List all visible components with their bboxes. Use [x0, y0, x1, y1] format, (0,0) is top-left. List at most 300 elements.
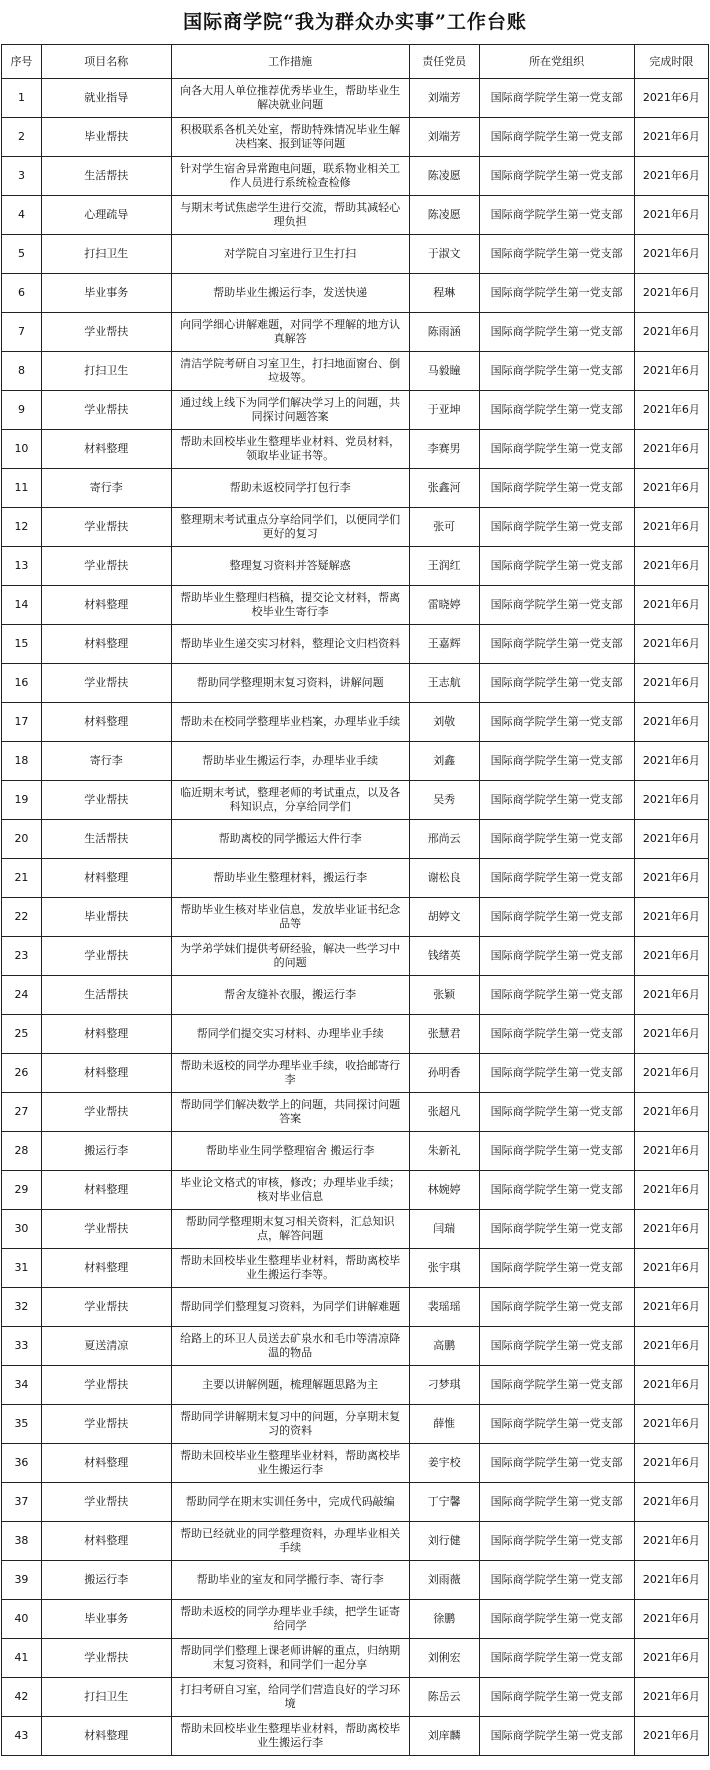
party-branch: 国际商学院学生第一党支部 — [479, 1015, 634, 1054]
deadline: 2021年6月 — [634, 1561, 708, 1600]
table-row — [2, 469, 709, 508]
project-name: 学业帮扶 — [41, 1093, 171, 1132]
row-index: 22 — [2, 898, 42, 937]
party-branch: 国际商学院学生第一党支部 — [479, 664, 634, 703]
table-row — [2, 1093, 709, 1132]
deadline: 2021年6月 — [634, 313, 708, 352]
deadline: 2021年6月 — [634, 937, 708, 976]
responsible-member: 刘行健 — [409, 1522, 479, 1561]
party-branch: 国际商学院学生第一党支部 — [479, 1444, 634, 1483]
project-name: 就业指导 — [41, 79, 171, 118]
party-branch: 国际商学院学生第一党支部 — [479, 196, 634, 235]
project-name: 学业帮扶 — [41, 391, 171, 430]
responsible-member: 于淑文 — [409, 235, 479, 274]
table-row — [2, 79, 709, 118]
header-project-name: 项目名称 — [41, 45, 171, 79]
party-branch: 国际商学院学生第一党支部 — [479, 1171, 634, 1210]
row-index: 30 — [2, 1210, 42, 1249]
row-index: 37 — [2, 1483, 42, 1522]
deadline: 2021年6月 — [634, 1093, 708, 1132]
party-branch: 国际商学院学生第一党支部 — [479, 1522, 634, 1561]
row-index: 8 — [2, 352, 42, 391]
party-branch: 国际商学院学生第一党支部 — [479, 1600, 634, 1639]
project-name: 搬运行李 — [41, 1561, 171, 1600]
deadline: 2021年6月 — [634, 1366, 708, 1405]
party-branch: 国际商学院学生第一党支部 — [479, 742, 634, 781]
table-row — [2, 547, 709, 586]
row-index: 4 — [2, 196, 42, 235]
work-measure: 帮助未回校毕业生整理毕业材料，帮助离校毕业生搬运行李 — [171, 1444, 409, 1483]
table-row — [2, 1015, 709, 1054]
responsible-member: 雷晓婷 — [409, 586, 479, 625]
responsible-member: 李赛男 — [409, 430, 479, 469]
row-index: 18 — [2, 742, 42, 781]
party-branch: 国际商学院学生第一党支部 — [479, 235, 634, 274]
table-row — [2, 1366, 709, 1405]
row-index: 13 — [2, 547, 42, 586]
table-row — [2, 898, 709, 937]
work-measure: 帮助毕业生递交实习材料，整理论文归档资料 — [171, 625, 409, 664]
work-measure: 针对学生宿舍异常跑电问题，联系物业相关工作人员进行系统检查检修 — [171, 157, 409, 196]
party-branch: 国际商学院学生第一党支部 — [479, 430, 634, 469]
table-row — [2, 1717, 709, 1756]
row-index: 5 — [2, 235, 42, 274]
table-row — [2, 976, 709, 1015]
project-name: 搬运行李 — [41, 1132, 171, 1171]
row-index: 41 — [2, 1639, 42, 1678]
responsible-member: 闫瑞 — [409, 1210, 479, 1249]
row-index: 20 — [2, 820, 42, 859]
responsible-member: 张鑫河 — [409, 469, 479, 508]
responsible-member: 刘庠麟 — [409, 1717, 479, 1756]
deadline: 2021年6月 — [634, 976, 708, 1015]
row-index: 14 — [2, 586, 42, 625]
project-name: 毕业帮扶 — [41, 118, 171, 157]
responsible-member: 张可 — [409, 508, 479, 547]
responsible-member: 高鹏 — [409, 1327, 479, 1366]
party-branch: 国际商学院学生第一党支部 — [479, 1561, 634, 1600]
row-index: 11 — [2, 469, 42, 508]
project-name: 打扫卫生 — [41, 1678, 171, 1717]
row-index: 23 — [2, 937, 42, 976]
party-branch: 国际商学院学生第一党支部 — [479, 1639, 634, 1678]
party-branch: 国际商学院学生第一党支部 — [479, 703, 634, 742]
table-row — [2, 820, 709, 859]
deadline: 2021年6月 — [634, 430, 708, 469]
project-name: 材料整理 — [41, 1249, 171, 1288]
party-branch: 国际商学院学生第一党支部 — [479, 820, 634, 859]
responsible-member: 孙明香 — [409, 1054, 479, 1093]
project-name: 材料整理 — [41, 1444, 171, 1483]
row-index: 17 — [2, 703, 42, 742]
work-measure: 帮助同学整理期末复习相关资料，汇总知识点，解答问题 — [171, 1210, 409, 1249]
deadline: 2021年6月 — [634, 547, 708, 586]
work-measure: 给路上的环卫人员送去矿泉水和毛巾等清凉降温的物品 — [171, 1327, 409, 1366]
table-row — [2, 1639, 709, 1678]
work-measure: 向各大用人单位推荐优秀毕业生，帮助毕业生解决就业问题 — [171, 79, 409, 118]
responsible-member: 吴秀 — [409, 781, 479, 820]
deadline: 2021年6月 — [634, 1405, 708, 1444]
project-name: 学业帮扶 — [41, 1210, 171, 1249]
project-name: 毕业帮扶 — [41, 898, 171, 937]
table-row — [2, 586, 709, 625]
row-index: 40 — [2, 1600, 42, 1639]
row-index: 39 — [2, 1561, 42, 1600]
table-row — [2, 1327, 709, 1366]
deadline: 2021年6月 — [634, 1639, 708, 1678]
work-measure: 帮助未在校同学整理毕业档案，办理毕业手续 — [171, 703, 409, 742]
work-measure: 通过线上线下为同学们解决学习上的问题，共同探讨问题答案 — [171, 391, 409, 430]
project-name: 材料整理 — [41, 586, 171, 625]
responsible-member: 裴瑶瑶 — [409, 1288, 479, 1327]
responsible-member: 谢松良 — [409, 859, 479, 898]
row-index: 9 — [2, 391, 42, 430]
work-measure: 帮助未返校的同学办理毕业手续，把学生证寄给同学 — [171, 1600, 409, 1639]
project-name: 生活帮扶 — [41, 157, 171, 196]
table-row — [2, 1561, 709, 1600]
table-row — [2, 703, 709, 742]
responsible-member: 刘端芳 — [409, 79, 479, 118]
project-name: 寄行李 — [41, 469, 171, 508]
work-measure: 帮助毕业生核对毕业信息，发放毕业证书纪念品等 — [171, 898, 409, 937]
row-index: 29 — [2, 1171, 42, 1210]
work-measure: 帮助未返校同学打包行李 — [171, 469, 409, 508]
header-measures: 工作措施 — [171, 45, 409, 79]
row-index: 38 — [2, 1522, 42, 1561]
party-branch: 国际商学院学生第一党支部 — [479, 547, 634, 586]
table-row — [2, 352, 709, 391]
work-measure: 帮助同学在期末实训任务中，完成代码敲编 — [171, 1483, 409, 1522]
work-measure: 积极联系各机关处室，帮助特殊情况毕业生解决档案、报到证等问题 — [171, 118, 409, 157]
table-row — [2, 1132, 709, 1171]
project-name: 学业帮扶 — [41, 1639, 171, 1678]
work-measure: 帮助毕业生整理归档稿，提交论文材料，帮离校毕业生寄行李 — [171, 586, 409, 625]
table-row — [2, 430, 709, 469]
party-branch: 国际商学院学生第一党支部 — [479, 469, 634, 508]
project-name: 学业帮扶 — [41, 1483, 171, 1522]
table-row — [2, 1444, 709, 1483]
deadline: 2021年6月 — [634, 1249, 708, 1288]
project-name: 学业帮扶 — [41, 313, 171, 352]
project-name: 学业帮扶 — [41, 1288, 171, 1327]
party-branch: 国际商学院学生第一党支部 — [479, 781, 634, 820]
row-index: 10 — [2, 430, 42, 469]
table-row — [2, 118, 709, 157]
project-name: 夏送清凉 — [41, 1327, 171, 1366]
party-branch: 国际商学院学生第一党支部 — [479, 118, 634, 157]
row-index: 12 — [2, 508, 42, 547]
work-measure: 帮助未返校的同学办理毕业手续，收拾邮寄行李 — [171, 1054, 409, 1093]
party-branch: 国际商学院学生第一党支部 — [479, 1249, 634, 1288]
responsible-member: 徐鹏 — [409, 1600, 479, 1639]
work-measure: 整理期末考试重点分享给同学们，以便同学们更好的复习 — [171, 508, 409, 547]
header-deadline: 完成时限 — [634, 45, 708, 79]
project-name: 材料整理 — [41, 625, 171, 664]
table-row — [2, 508, 709, 547]
work-measure: 为学弟学妹们提供考研经验，解决一些学习中的问题 — [171, 937, 409, 976]
row-index: 32 — [2, 1288, 42, 1327]
deadline: 2021年6月 — [634, 625, 708, 664]
deadline: 2021年6月 — [634, 196, 708, 235]
responsible-member: 刘雨薇 — [409, 1561, 479, 1600]
responsible-member: 陈凌愿 — [409, 157, 479, 196]
deadline: 2021年6月 — [634, 1288, 708, 1327]
party-branch: 国际商学院学生第一党支部 — [479, 625, 634, 664]
deadline: 2021年6月 — [634, 703, 708, 742]
responsible-member: 刘鑫 — [409, 742, 479, 781]
responsible-member: 张宇琪 — [409, 1249, 479, 1288]
work-measure: 帮助未回校毕业生整理毕业材料，帮助离校毕业生搬运行李 — [171, 1717, 409, 1756]
project-name: 学业帮扶 — [41, 508, 171, 547]
row-index: 19 — [2, 781, 42, 820]
project-name: 学业帮扶 — [41, 547, 171, 586]
project-name: 打扫卫生 — [41, 352, 171, 391]
party-branch: 国际商学院学生第一党支部 — [479, 1288, 634, 1327]
responsible-member: 陈岳云 — [409, 1678, 479, 1717]
project-name: 毕业事务 — [41, 1600, 171, 1639]
work-measure: 打扫考研自习室，给同学们营造良好的学习环境 — [171, 1678, 409, 1717]
responsible-member: 张慧君 — [409, 1015, 479, 1054]
deadline: 2021年6月 — [634, 1327, 708, 1366]
project-name: 材料整理 — [41, 859, 171, 898]
row-index: 16 — [2, 664, 42, 703]
deadline: 2021年6月 — [634, 79, 708, 118]
table-row — [2, 235, 709, 274]
responsible-member: 王志航 — [409, 664, 479, 703]
table-row — [2, 1171, 709, 1210]
table-row — [2, 781, 709, 820]
row-index: 21 — [2, 859, 42, 898]
work-measure: 帮助毕业生同学整理宿舍 搬运行李 — [171, 1132, 409, 1171]
work-measure: 帮助同学整理期末复习资料，讲解问题 — [171, 664, 409, 703]
document-title: 国际商学院“我为群众办实事”工作台账 — [183, 11, 527, 33]
project-name: 毕业事务 — [41, 274, 171, 313]
party-branch: 国际商学院学生第一党支部 — [479, 352, 634, 391]
project-name: 生活帮扶 — [41, 976, 171, 1015]
party-branch: 国际商学院学生第一党支部 — [479, 1054, 634, 1093]
deadline: 2021年6月 — [634, 1132, 708, 1171]
project-name: 学业帮扶 — [41, 1405, 171, 1444]
deadline: 2021年6月 — [634, 820, 708, 859]
row-index: 27 — [2, 1093, 42, 1132]
table-row — [2, 664, 709, 703]
work-measure: 帮同学们提交实习材料、办理毕业手续 — [171, 1015, 409, 1054]
responsible-member: 胡婷文 — [409, 898, 479, 937]
party-branch: 国际商学院学生第一党支部 — [479, 313, 634, 352]
party-branch: 国际商学院学生第一党支部 — [479, 976, 634, 1015]
deadline: 2021年6月 — [634, 1210, 708, 1249]
table-row — [2, 742, 709, 781]
party-branch: 国际商学院学生第一党支部 — [479, 391, 634, 430]
work-measure: 帮助毕业的室友和同学搬行李、寄行李 — [171, 1561, 409, 1600]
deadline: 2021年6月 — [634, 859, 708, 898]
party-branch: 国际商学院学生第一党支部 — [479, 586, 634, 625]
responsible-member: 姜宇校 — [409, 1444, 479, 1483]
deadline: 2021年6月 — [634, 898, 708, 937]
row-index: 26 — [2, 1054, 42, 1093]
project-name: 寄行李 — [41, 742, 171, 781]
deadline: 2021年6月 — [634, 1483, 708, 1522]
row-index: 31 — [2, 1249, 42, 1288]
work-measure: 帮助未回校毕业生整理毕业材料，帮助离校毕业生搬运行李等。 — [171, 1249, 409, 1288]
row-index: 36 — [2, 1444, 42, 1483]
deadline: 2021年6月 — [634, 118, 708, 157]
work-measure: 临近期末考试，整理老师的考试重点，以及各科知识点，分享给同学们 — [171, 781, 409, 820]
table-row — [2, 274, 709, 313]
deadline: 2021年6月 — [634, 235, 708, 274]
table-row — [2, 859, 709, 898]
table-row — [2, 1210, 709, 1249]
responsible-member: 程琳 — [409, 274, 479, 313]
table-row — [2, 937, 709, 976]
table-row — [2, 1678, 709, 1717]
project-name: 材料整理 — [41, 1717, 171, 1756]
responsible-member: 王嘉辉 — [409, 625, 479, 664]
deadline: 2021年6月 — [634, 1522, 708, 1561]
work-measure: 清洁学院考研自习室卫生，打扫地面窗台、倒垃圾等。 — [171, 352, 409, 391]
responsible-member: 陈雨涵 — [409, 313, 479, 352]
deadline: 2021年6月 — [634, 664, 708, 703]
deadline: 2021年6月 — [634, 742, 708, 781]
table-row — [2, 157, 709, 196]
table-row — [2, 1405, 709, 1444]
work-measure: 帮助同学讲解期末复习中的问题，分享期末复习的资料 — [171, 1405, 409, 1444]
party-branch: 国际商学院学生第一党支部 — [479, 1132, 634, 1171]
party-branch: 国际商学院学生第一党支部 — [479, 1210, 634, 1249]
table-row — [2, 1288, 709, 1327]
party-branch: 国际商学院学生第一党支部 — [479, 1327, 634, 1366]
work-measure: 帮助已经就业的同学整理资料，办理毕业相关手续 — [171, 1522, 409, 1561]
row-index: 43 — [2, 1717, 42, 1756]
responsible-member: 于亚坤 — [409, 391, 479, 430]
work-measure: 帮助离校的同学搬运大件行李 — [171, 820, 409, 859]
project-name: 生活帮扶 — [41, 820, 171, 859]
row-index: 3 — [2, 157, 42, 196]
party-branch: 国际商学院学生第一党支部 — [479, 937, 634, 976]
responsible-member: 钱绪英 — [409, 937, 479, 976]
table-row — [2, 313, 709, 352]
table-row — [2, 1483, 709, 1522]
project-name: 材料整理 — [41, 703, 171, 742]
work-measure: 向同学细心讲解难题，对同学不理解的地方认真解答 — [171, 313, 409, 352]
party-branch: 国际商学院学生第一党支部 — [479, 1678, 634, 1717]
work-measure: 帮助未回校毕业生整理毕业材料、党员材料，领取毕业证书等。 — [171, 430, 409, 469]
row-index: 15 — [2, 625, 42, 664]
responsible-member: 陈凌愿 — [409, 196, 479, 235]
deadline: 2021年6月 — [634, 1600, 708, 1639]
row-index: 7 — [2, 313, 42, 352]
row-index: 35 — [2, 1405, 42, 1444]
row-index: 33 — [2, 1327, 42, 1366]
project-name: 材料整理 — [41, 1522, 171, 1561]
deadline: 2021年6月 — [634, 508, 708, 547]
project-name: 学业帮扶 — [41, 664, 171, 703]
party-branch: 国际商学院学生第一党支部 — [479, 1717, 634, 1756]
row-index: 24 — [2, 976, 42, 1015]
row-index: 2 — [2, 118, 42, 157]
row-index: 6 — [2, 274, 42, 313]
table-row — [2, 196, 709, 235]
work-measure: 帮助同学们整理复习资料，为同学们讲解难题 — [171, 1288, 409, 1327]
party-branch: 国际商学院学生第一党支部 — [479, 859, 634, 898]
project-name: 学业帮扶 — [41, 1366, 171, 1405]
work-ledger-table — [1, 44, 709, 1756]
party-branch: 国际商学院学生第一党支部 — [479, 1405, 634, 1444]
party-branch: 国际商学院学生第一党支部 — [479, 274, 634, 313]
row-index: 34 — [2, 1366, 42, 1405]
project-name: 学业帮扶 — [41, 781, 171, 820]
deadline: 2021年6月 — [634, 157, 708, 196]
table-row — [2, 1600, 709, 1639]
deadline: 2021年6月 — [634, 274, 708, 313]
deadline: 2021年6月 — [634, 586, 708, 625]
header-party-branch: 所在党组织 — [479, 45, 634, 79]
row-index: 1 — [2, 79, 42, 118]
party-branch: 国际商学院学生第一党支部 — [479, 1366, 634, 1405]
row-index: 42 — [2, 1678, 42, 1717]
deadline: 2021年6月 — [634, 1678, 708, 1717]
work-measure: 主要以讲解例题，梳理解题思路为主 — [171, 1366, 409, 1405]
responsible-member: 张超凡 — [409, 1093, 479, 1132]
deadline: 2021年6月 — [634, 352, 708, 391]
header-index: 序号 — [2, 45, 42, 79]
deadline: 2021年6月 — [634, 781, 708, 820]
row-index: 25 — [2, 1015, 42, 1054]
deadline: 2021年6月 — [634, 1444, 708, 1483]
table-row — [2, 1249, 709, 1288]
work-measure: 整理复习资料并答疑解惑 — [171, 547, 409, 586]
project-name: 材料整理 — [41, 1015, 171, 1054]
project-name: 打扫卫生 — [41, 235, 171, 274]
deadline: 2021年6月 — [634, 1015, 708, 1054]
responsible-member: 刘端芳 — [409, 118, 479, 157]
responsible-member: 邢尚云 — [409, 820, 479, 859]
work-measure: 帮助同学们解决数学上的问题，共同探讨问题答案 — [171, 1093, 409, 1132]
deadline: 2021年6月 — [634, 391, 708, 430]
responsible-member: 朱新礼 — [409, 1132, 479, 1171]
work-measure: 与期末考试焦虑学生进行交流，帮助其减轻心理负担 — [171, 196, 409, 235]
table-row — [2, 625, 709, 664]
party-branch: 国际商学院学生第一党支部 — [479, 508, 634, 547]
header-responsible-member: 责任党员 — [409, 45, 479, 79]
table-row — [2, 391, 709, 430]
work-measure: 帮舍友缝补衣服，搬运行李 — [171, 976, 409, 1015]
responsible-member: 刘俐宏 — [409, 1639, 479, 1678]
work-measure: 对学院自习室进行卫生打扫 — [171, 235, 409, 274]
party-branch: 国际商学院学生第一党支部 — [479, 1093, 634, 1132]
responsible-member: 张颖 — [409, 976, 479, 1015]
work-measure: 帮助毕业生搬运行李，发送快递 — [171, 274, 409, 313]
responsible-member: 薛惟 — [409, 1405, 479, 1444]
responsible-member: 马毅瞳 — [409, 352, 479, 391]
responsible-member: 刁梦琪 — [409, 1366, 479, 1405]
project-name: 材料整理 — [41, 1171, 171, 1210]
project-name: 材料整理 — [41, 1054, 171, 1093]
row-index: 28 — [2, 1132, 42, 1171]
work-measure: 毕业论文格式的审核，修改；办理毕业手续；核对毕业信息 — [171, 1171, 409, 1210]
project-name: 材料整理 — [41, 430, 171, 469]
responsible-member: 刘敬 — [409, 703, 479, 742]
party-branch: 国际商学院学生第一党支部 — [479, 157, 634, 196]
work-measure: 帮助同学们整理上课老师讲解的重点，归纳期末复习资料，和同学们一起分享 — [171, 1639, 409, 1678]
project-name: 心理疏导 — [41, 196, 171, 235]
deadline: 2021年6月 — [634, 1171, 708, 1210]
work-measure: 帮助毕业生整理材料，搬运行李 — [171, 859, 409, 898]
table-row — [2, 1522, 709, 1561]
deadline: 2021年6月 — [634, 1054, 708, 1093]
deadline: 2021年6月 — [634, 1717, 708, 1756]
work-measure: 帮助毕业生搬运行李，办理毕业手续 — [171, 742, 409, 781]
